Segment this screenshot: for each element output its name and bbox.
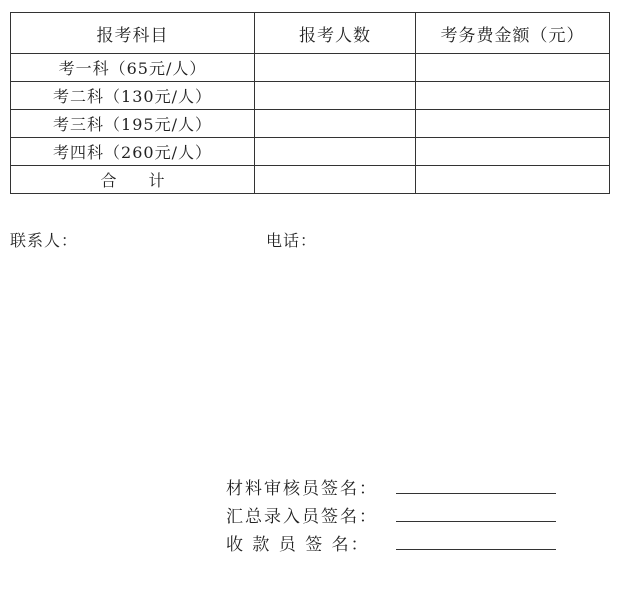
signature-row-material-reviewer — [226, 474, 556, 498]
count-cell[interactable] — [255, 138, 416, 166]
subject-cell: 考一科（65元/人） — [11, 54, 255, 82]
signature-line[interactable] — [396, 521, 556, 522]
signature-row-cashier — [226, 530, 556, 554]
header-amount: 考务费金额（元） — [416, 13, 610, 54]
amount-cell[interactable] — [416, 54, 610, 82]
count-cell[interactable] — [255, 110, 416, 138]
amount-cell[interactable] — [416, 110, 610, 138]
signature-line[interactable] — [396, 493, 556, 494]
header-subject: 报考科目 — [11, 13, 255, 54]
subject-cell: 考四科（260元/人） — [11, 138, 255, 166]
contact-phone-label: 电话： — [266, 231, 318, 250]
header-count: 报考人数 — [255, 13, 416, 54]
table-row — [11, 54, 610, 82]
contact-person-label: 联系人： — [10, 231, 79, 250]
total-amount-cell[interactable] — [416, 166, 610, 194]
signature-label: 汇总录入员签名： — [226, 506, 378, 527]
table-row — [11, 138, 610, 166]
table-row — [11, 110, 610, 138]
count-cell[interactable] — [255, 54, 416, 82]
fee-table — [10, 12, 610, 194]
signature-row-summary-entry — [226, 502, 556, 526]
total-row — [11, 166, 610, 194]
total-label: 合 计 — [11, 166, 255, 194]
amount-cell[interactable] — [416, 138, 610, 166]
signature-label: 材料审核员签名： — [226, 478, 378, 499]
count-cell[interactable] — [255, 82, 416, 110]
amount-cell[interactable] — [416, 82, 610, 110]
signature-label: 收 款 员 签 名： — [226, 534, 370, 555]
signature-line[interactable] — [396, 549, 556, 550]
table-header-row — [11, 13, 610, 54]
total-count-cell[interactable] — [255, 166, 416, 194]
subject-cell: 考三科（195元/人） — [11, 110, 255, 138]
subject-cell: 考二科（130元/人） — [11, 82, 255, 110]
table-row — [11, 82, 610, 110]
